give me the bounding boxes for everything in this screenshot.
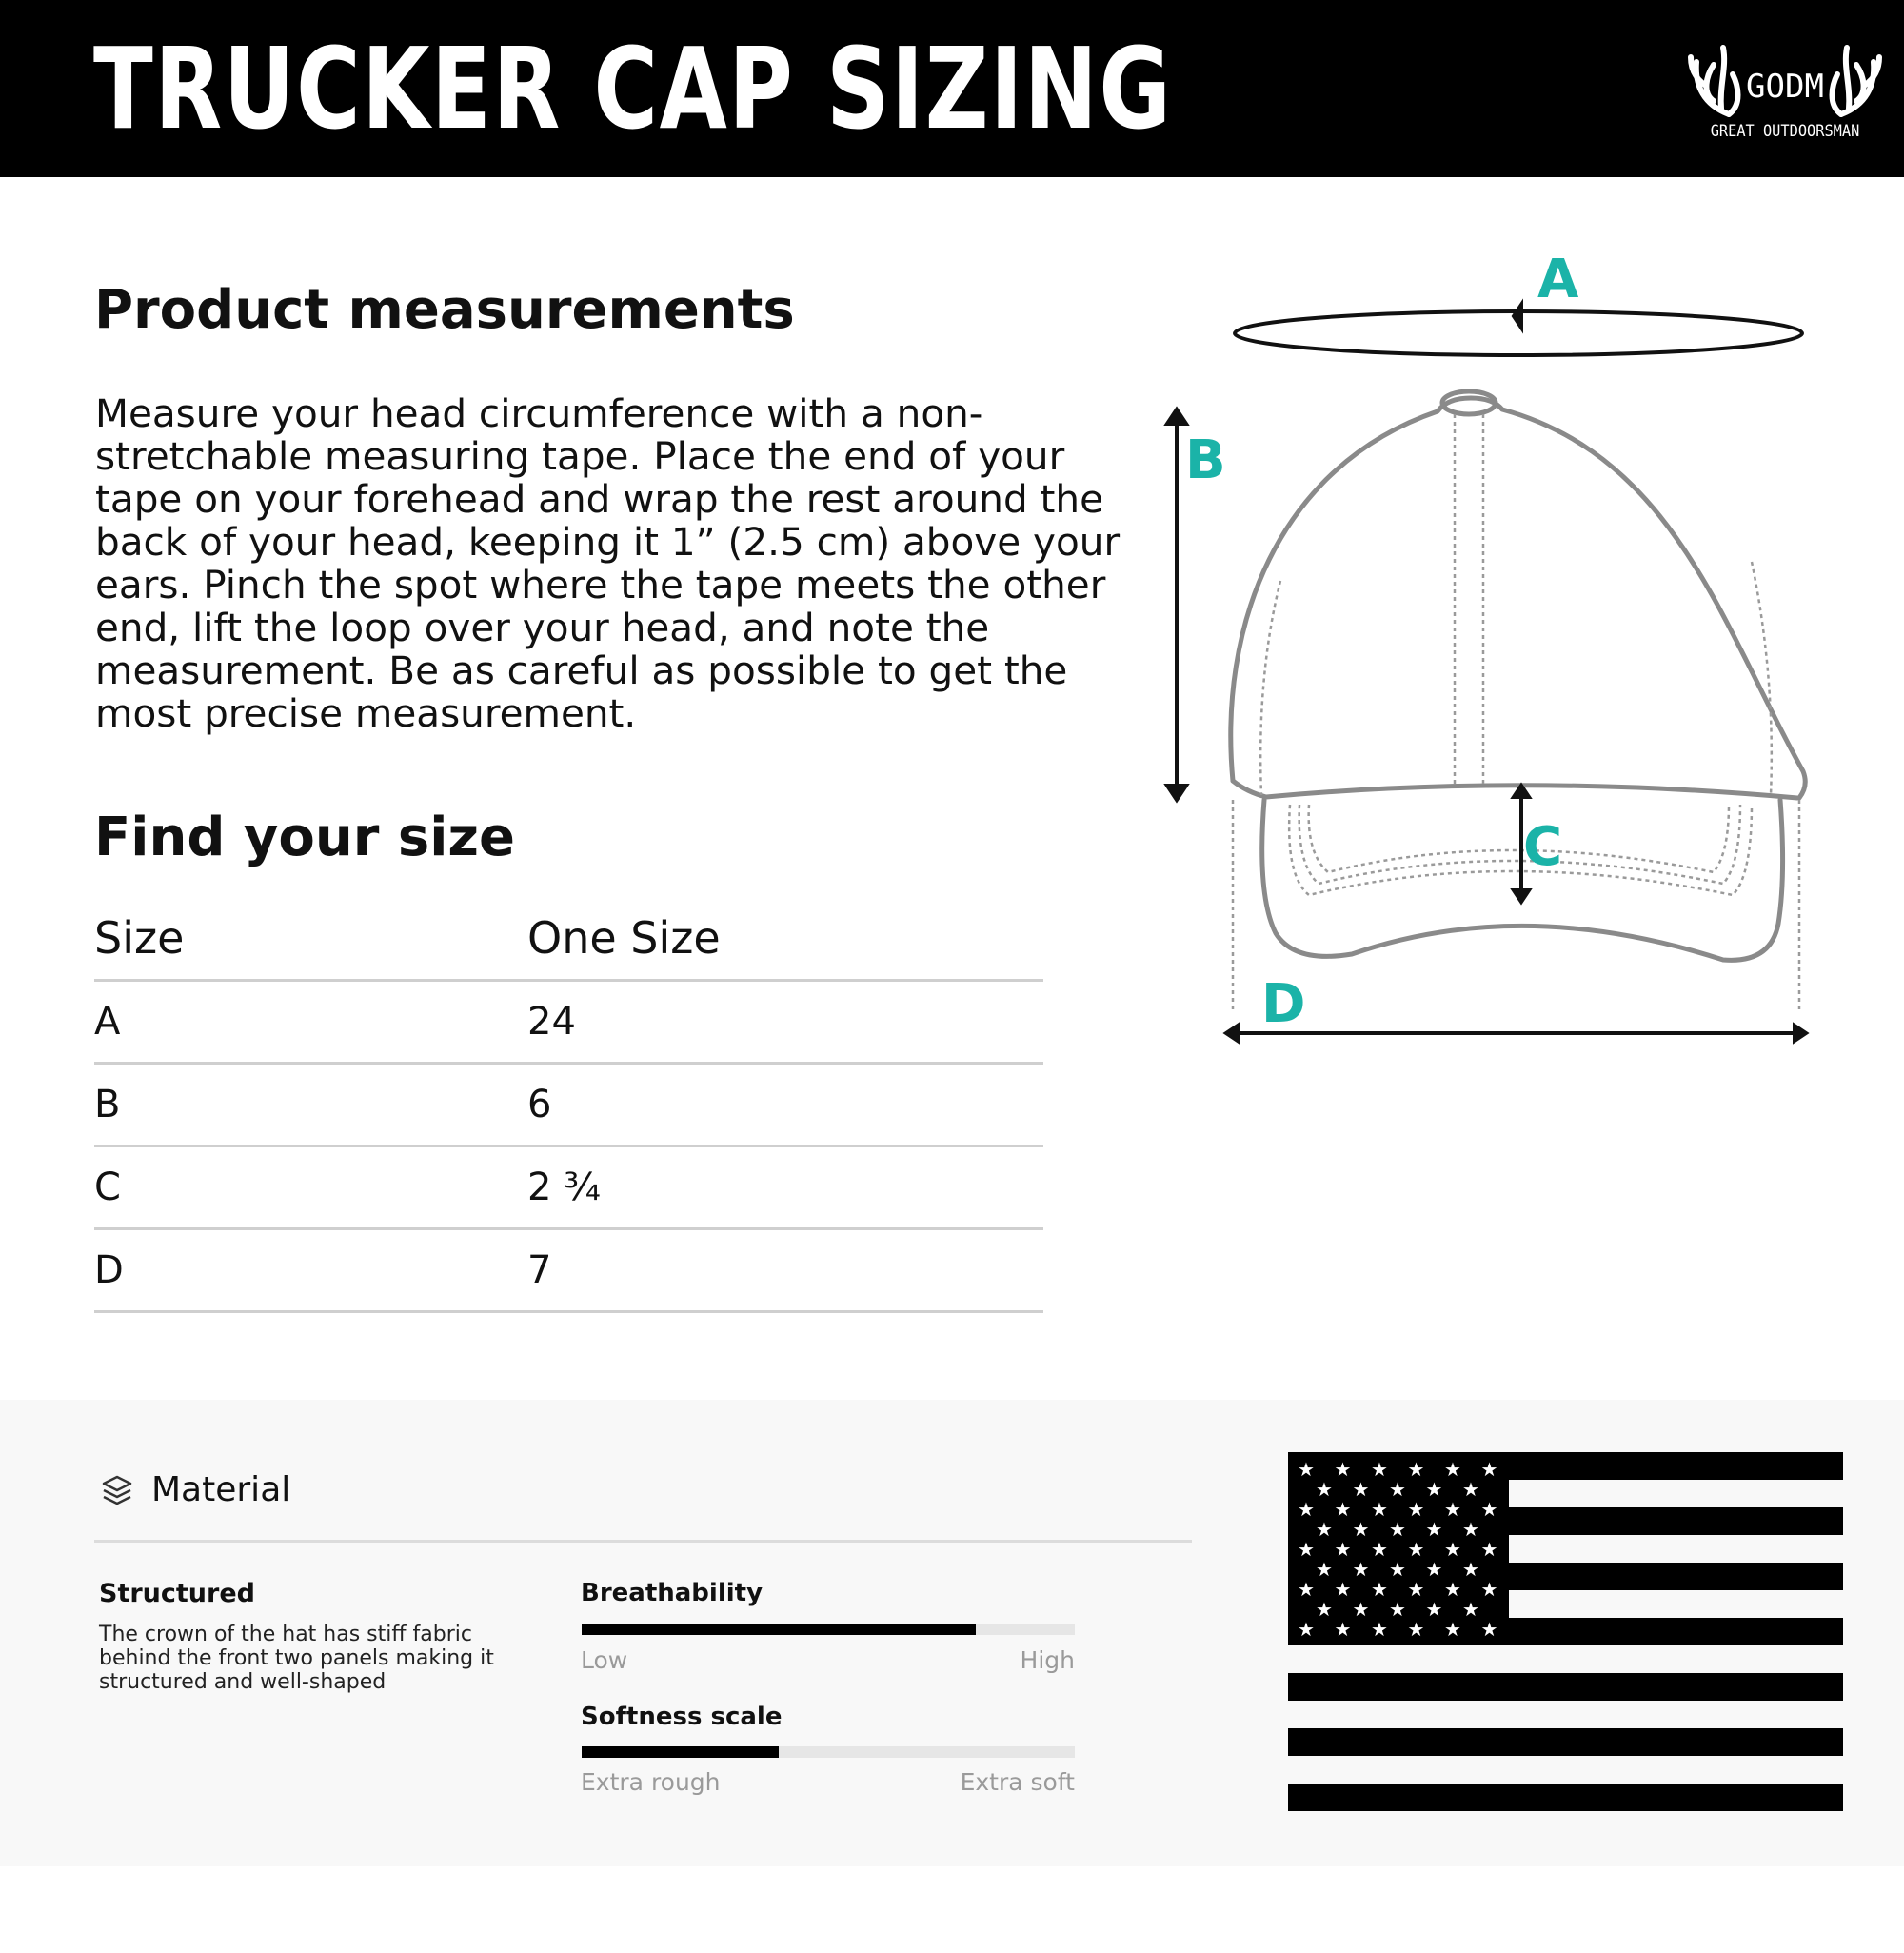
flag-star: ★ (1352, 1558, 1370, 1581)
flag-star: ★ (1480, 1578, 1498, 1601)
size-value: 6 (527, 1083, 552, 1126)
breathability-fill (582, 1624, 976, 1635)
material-label: Material (151, 1470, 291, 1509)
flag-star: ★ (1425, 1518, 1443, 1541)
flag-star: ★ (1352, 1478, 1370, 1501)
softness-low-label: Extra rough (581, 1768, 721, 1796)
flag-star: ★ (1444, 1498, 1461, 1521)
table-row (94, 1065, 1043, 1147)
flag-star: ★ (1298, 1538, 1315, 1561)
breathability-bar (582, 1624, 1075, 1635)
breathability-low-label: Low (581, 1646, 628, 1674)
flag-star: ★ (1407, 1538, 1425, 1561)
flag-star: ★ (1462, 1518, 1479, 1541)
flag-star: ★ (1462, 1598, 1479, 1621)
header-banner (0, 0, 1904, 177)
flag-star: ★ (1334, 1618, 1352, 1641)
flag-star: ★ (1371, 1578, 1388, 1601)
product-measurements-heading: Product measurements (94, 279, 795, 341)
flag-star: ★ (1298, 1498, 1315, 1521)
flag-star: ★ (1480, 1538, 1498, 1561)
flag-star: ★ (1425, 1478, 1443, 1501)
flag-star: ★ (1371, 1498, 1388, 1521)
breathability-title: Breathability (581, 1579, 764, 1607)
flag-star: ★ (1407, 1498, 1425, 1521)
flag-star: ★ (1480, 1498, 1498, 1521)
flag-star: ★ (1334, 1458, 1352, 1481)
layers-icon (100, 1473, 134, 1507)
flag-star: ★ (1298, 1578, 1315, 1601)
flag-star: ★ (1462, 1558, 1479, 1581)
divider (94, 1540, 1192, 1543)
logo-tagline: GREAT OUTDOORSMAN (1710, 122, 1860, 141)
flag-star: ★ (1316, 1518, 1333, 1541)
flag-star: ★ (1389, 1598, 1406, 1621)
page-title: TRUCKER CAP SIZING (93, 23, 1173, 154)
cap-crown-outline (1231, 398, 1805, 798)
flag-star: ★ (1389, 1478, 1406, 1501)
flag-star: ★ (1389, 1558, 1406, 1581)
measurement-instructions: Measure your head circumference with a non-stretchable measuring tape. Place the end of your tape on your forehead and wrap the rest around the back of your head, keeping it 1” (2.5 cm) above your ears. Pinch the spot where the tape meets the other end, lift the loop over your head, and note the measurement. Be as careful as possible to get the most precise measurement. (95, 390, 1121, 736)
softness-title: Softness scale (581, 1703, 783, 1731)
flag-star: ★ (1480, 1618, 1498, 1641)
flag-star: ★ (1316, 1478, 1333, 1501)
flag-star: ★ (1371, 1458, 1388, 1481)
flag-star: ★ (1352, 1598, 1370, 1621)
flag-star: ★ (1407, 1578, 1425, 1601)
structure-type-title: Structured (99, 1579, 255, 1608)
flag-star: ★ (1316, 1598, 1333, 1621)
flag-star: ★ (1407, 1618, 1425, 1641)
diagram-label-a: A (1537, 249, 1579, 310)
find-your-size-heading: Find your size (94, 807, 515, 868)
flag-stripe (1288, 1673, 1843, 1701)
flag-star: ★ (1407, 1458, 1425, 1481)
column-header-size: Size (94, 912, 185, 964)
diagram-label-d: D (1261, 973, 1306, 1035)
flag-star: ★ (1425, 1558, 1443, 1581)
flag-star: ★ (1316, 1558, 1333, 1581)
logo-text: GODM (1746, 68, 1824, 106)
flag-star: ★ (1334, 1538, 1352, 1561)
flag-star: ★ (1444, 1578, 1461, 1601)
flag-star: ★ (1425, 1598, 1443, 1621)
size-label: B (94, 1083, 121, 1126)
size-value: 7 (527, 1248, 552, 1292)
flag-star: ★ (1371, 1618, 1388, 1641)
size-table-header (94, 905, 1043, 982)
flag-star: ★ (1444, 1618, 1461, 1641)
flag-star: ★ (1462, 1478, 1479, 1501)
american-flag-image (1288, 1452, 1843, 1812)
size-label: D (94, 1248, 124, 1292)
flag-star: ★ (1298, 1458, 1315, 1481)
softness-fill (582, 1746, 779, 1758)
table-row (94, 982, 1043, 1065)
size-label: C (94, 1166, 121, 1209)
size-table (94, 905, 1043, 1313)
cap-measurement-diagram (1142, 229, 1828, 1066)
flag-star: ★ (1298, 1618, 1315, 1641)
flag-star: ★ (1444, 1458, 1461, 1481)
flag-star: ★ (1480, 1458, 1498, 1481)
structure-type-description: The crown of the hat has stiff fabric behind the front two panels making it structured and well-shaped (99, 1623, 494, 1694)
flag-star: ★ (1352, 1518, 1370, 1541)
flag-stripe (1288, 1728, 1843, 1756)
flag-star: ★ (1444, 1538, 1461, 1561)
flag-star: ★ (1334, 1578, 1352, 1601)
softness-bar (582, 1746, 1075, 1758)
breathability-high-label: High (1020, 1646, 1075, 1674)
size-value: 24 (527, 1000, 576, 1044)
size-label: A (94, 1000, 121, 1044)
flag-stripe (1288, 1784, 1843, 1811)
size-value: 2 ¾ (527, 1166, 601, 1209)
column-header-one-size: One Size (527, 912, 721, 964)
flag-star: ★ (1371, 1538, 1388, 1561)
flag-star: ★ (1334, 1498, 1352, 1521)
flag-star: ★ (1389, 1518, 1406, 1541)
table-row (94, 1147, 1043, 1230)
table-row (94, 1230, 1043, 1313)
diagram-label-b: B (1185, 429, 1226, 491)
diagram-label-c: C (1523, 816, 1563, 878)
softness-high-label: Extra soft (960, 1768, 1075, 1796)
